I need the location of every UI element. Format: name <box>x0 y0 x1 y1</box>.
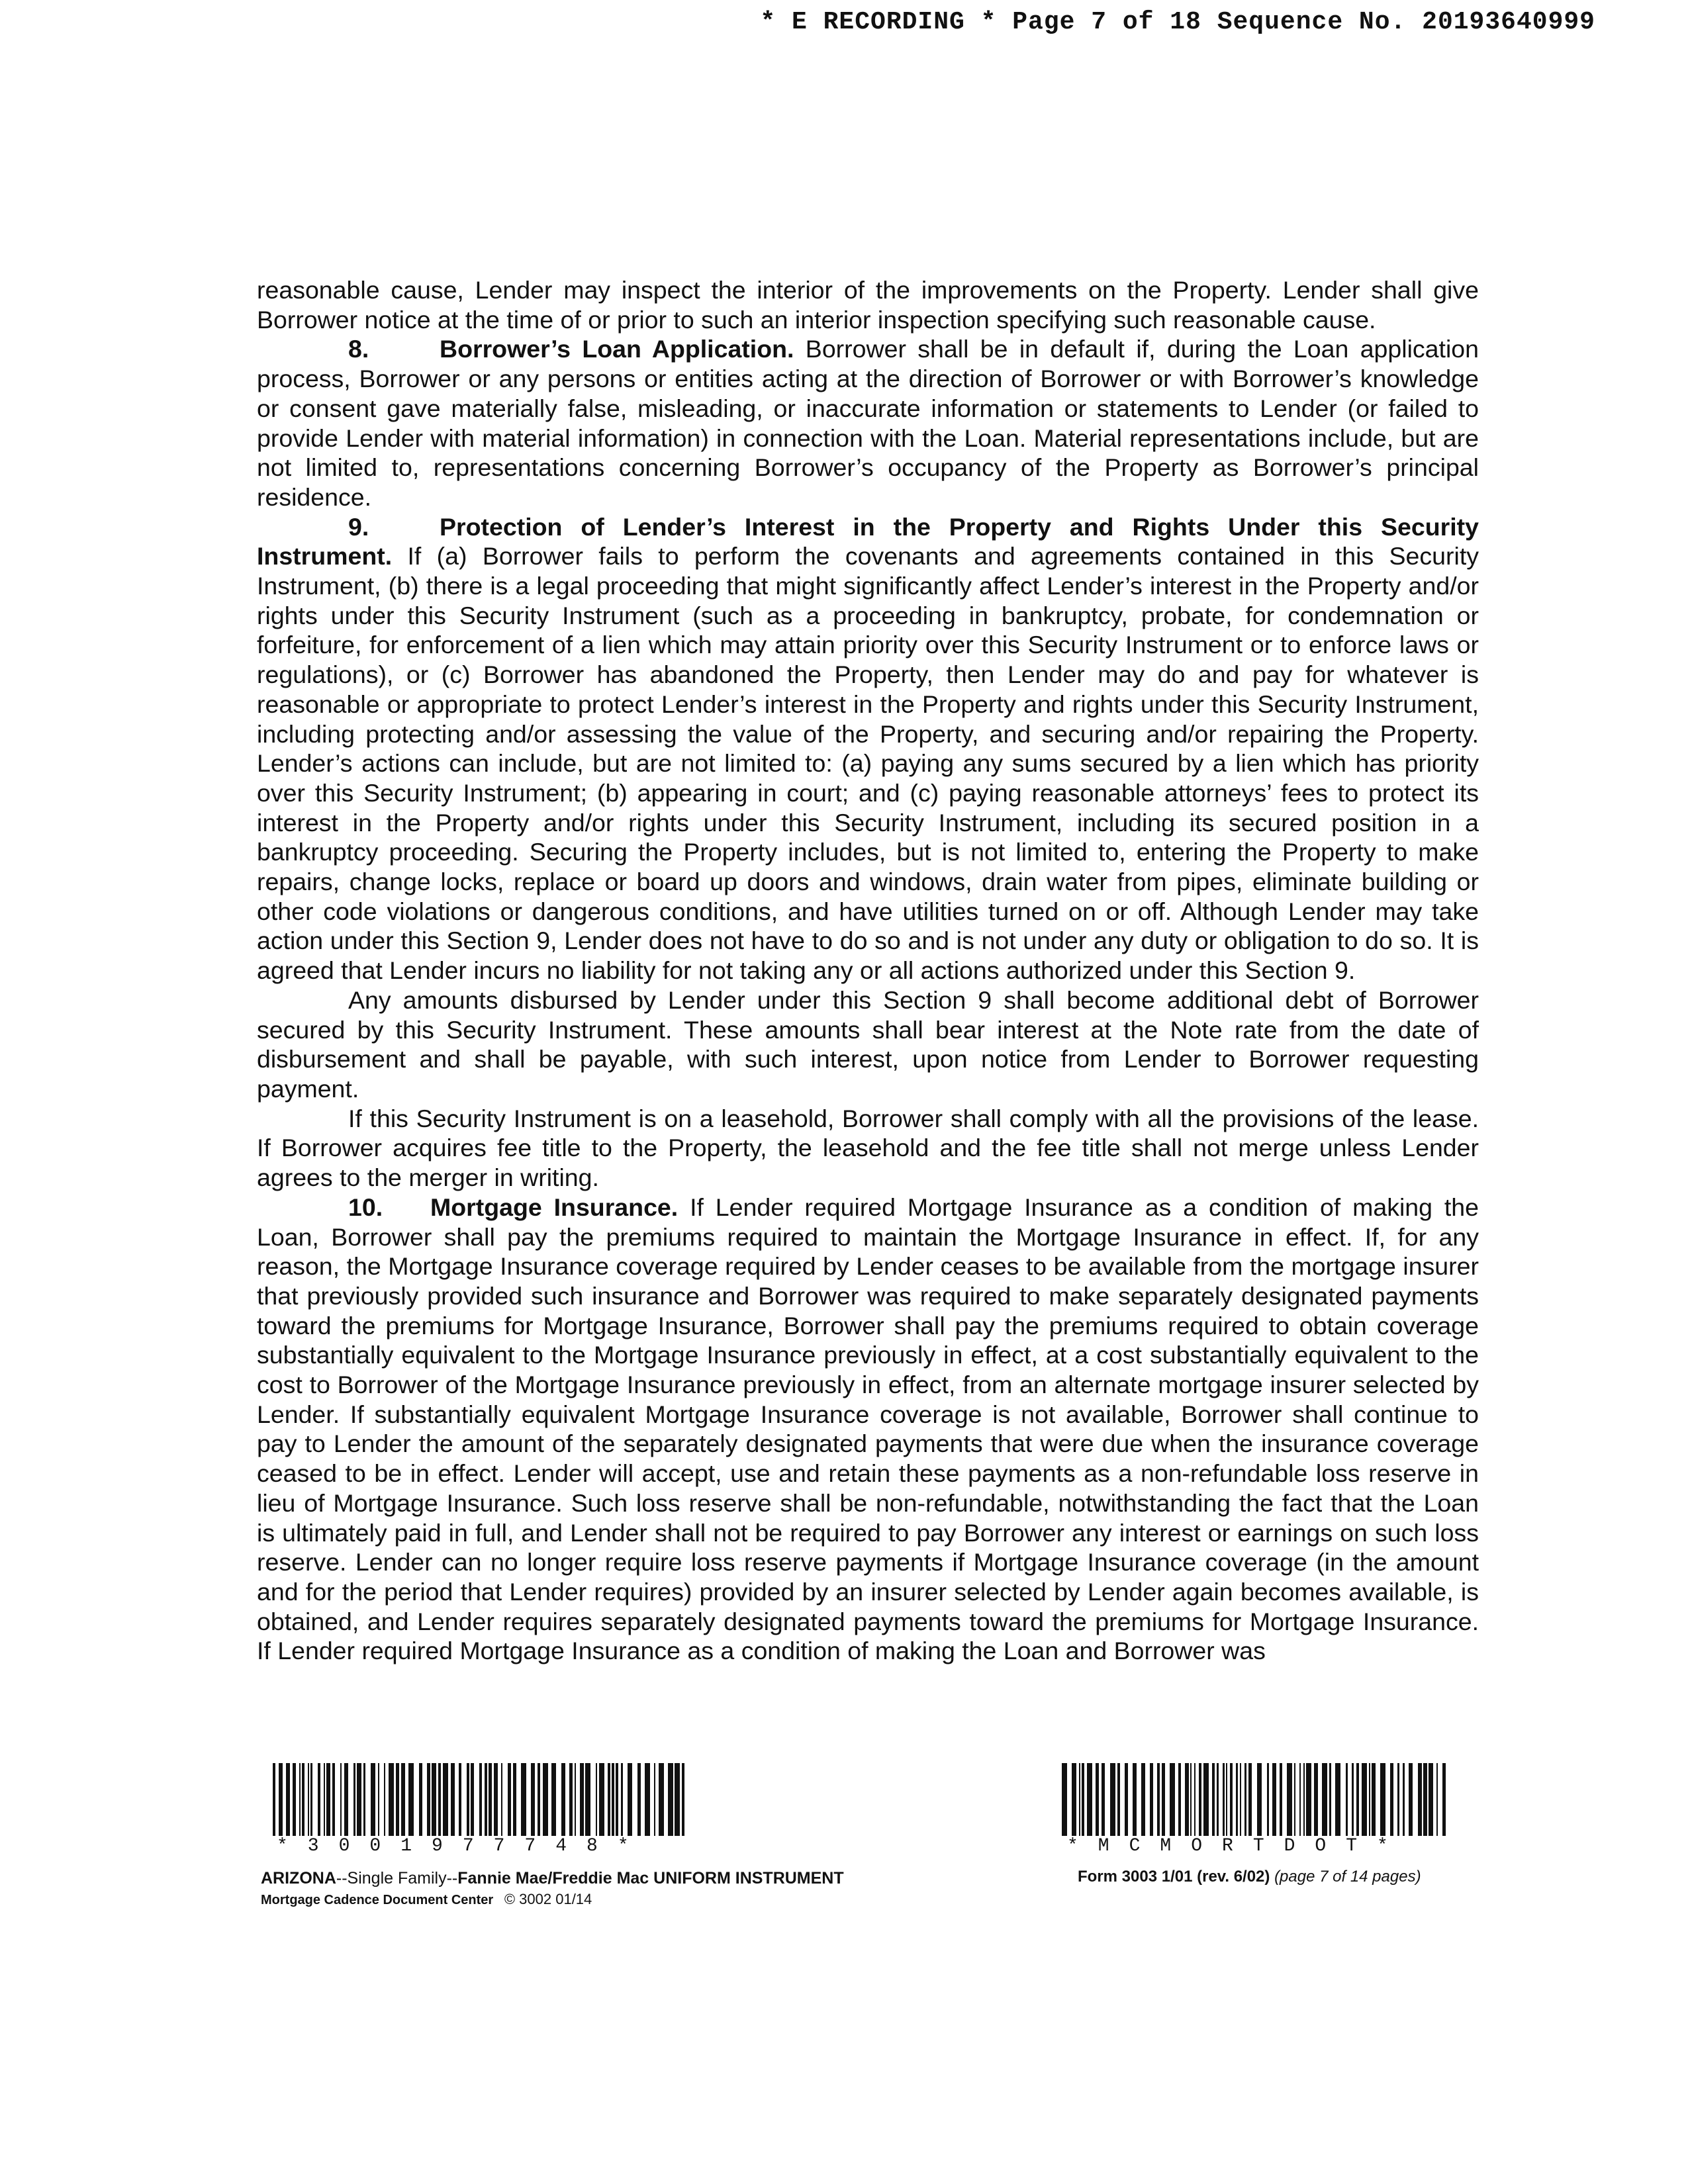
recording-header: * E RECORDING * Page 7 of 18 Sequence No. 20193640999 <box>760 8 1595 36</box>
section-10 <box>257 1193 1479 1666</box>
section-8 <box>257 334 1479 512</box>
section-heading: Mortgage Insurance. <box>430 1193 679 1221</box>
document-center: Mortgage Cadence Document Center <box>261 1893 494 1907</box>
section-number: 9. <box>348 512 369 541</box>
continued-paragraph: reasonable cause, Lender may inspect the interior of the improvements on the Property. Lender shall give Borrower notice at the time of or prior to such an interior inspection specifying such reasonable cause. <box>257 276 1479 334</box>
form-id: Form 3003 1/01 (rev. 6/02) <box>1078 1868 1270 1886</box>
section-heading: Borrower’s Loan Application. <box>440 335 794 363</box>
loan-barcode-text: *3001977748* <box>277 1836 649 1856</box>
form-barcode <box>1062 1763 1448 1836</box>
state-label: ARIZONA <box>261 1869 336 1888</box>
form-version: © 3002 01/14 <box>504 1891 592 1907</box>
section-text: If (a) Borrower fails to perform the covenants and agreements contained in this Security Instrument, (b) there is a legal proceeding that might significantly affect Lender’s interest in the Property and/or rights under this Security Instrument (such as a proceeding in bankruptcy, probate, for condemnation or forfeiture, for enforcement of a lien which may attain priority over this Security Instrument or to enforce laws or regulations), or (c) Borrower has abandoned the Property, then Lender may do and pay for whatever is reasonable or appropriate to protect Lender’s interest in the Property and rights under this Security Instrument, including protecting and/or assessing the value of the Property, and securing and/or repairing the Property. Lender’s actions can include, but are not limited to: (a) paying any sums secured by a lien which has priority over this Security Instrument; (b) appearing in court; and (c) paying reasonable attorneys’ fees to protect its interest in the Property and/or rights under this Security Instrument, including its secured position in a bankruptcy proceeding. Securing the Property includes, but is not limited to, entering the Property to make repairs, change locks, replace or board up doors and windows, drain water from pipes, eliminate building or other code violations or dangerous conditions, and have utilities turned on or off. Although Lender may take action under this Section 9, Lender does not have to do so and is not under any duty or obligation to do so. It is agreed that Lender incurs no liability for not taking any or all actions authorized under this Section 9. <box>257 542 1479 985</box>
instrument-label: Fannie Mae/Freddie Mac UNIFORM INSTRUMENT <box>457 1869 844 1888</box>
form-barcode-text: *MCMORTDOT* <box>1067 1836 1408 1856</box>
footer-form-number <box>1078 1868 1421 1886</box>
loan-barcode <box>273 1763 692 1836</box>
section-number: 10. <box>348 1193 383 1221</box>
section-heading: Protection of Lender’s Interest in the Property and Rights Under this Security Instrument. <box>257 512 1479 570</box>
section-text: Borrower shall be in default if, during the Loan application process, Borrower or any persons or entities acting at the direction of Borrower or with Borrower’s knowledge or consent gave materially false, misleading, or inaccurate information or statements to Lender (or failed to provide Lender with material information) in connection with the Loan. Material representations include, but are not limited to, representations concerning Borrower’s occupancy of the Property as Borrower’s principal residence. <box>257 335 1479 511</box>
page-count: (page 7 of 14 pages) <box>1274 1868 1421 1886</box>
property-type: --Single Family-- <box>336 1869 458 1888</box>
section-9-paragraph-2: Any amounts disbursed by Lender under this Section 9 shall become additional debt of Borrower secured by this Security Instrument. These amounts shall bear interest at the Note rate from the date of disbursement and shall be payable, with such interest, upon notice from Lender to Borrower requesting payment. <box>257 985 1479 1103</box>
section-text: If Lender required Mortgage Insurance as a condition of making the Loan, Borrower shall pay the premiums required to maintain the Mortgage Insurance in effect. If, for any reason, the Mortgage Insurance coverage required by Lender ceases to be available from the mortgage insurer that previously provided such insurance and Borrower was required to make separately designated payments toward the premiums for Mortgage Insurance, Borrower shall pay the premiums required to obtain coverage substantially equivalent to the Mortgage Insurance previously in effect, at a cost substantially equivalent to the cost to Borrower of the Mortgage Insurance previously in effect, from an alternate mortgage insurer selected by Lender. If substantially equivalent Mortgage Insurance coverage is not available, Borrower shall continue to pay to Lender the amount of the separately designated payments that were due when the insurance coverage ceased to be in effect. Lender will accept, use and retain these payments as a non-refundable loss reserve in lieu of Mortgage Insurance. Such loss reserve shall be non-refundable, notwithstanding the fact that the Loan is ultimately paid in full, and Lender shall not be required to pay Borrower any interest or earnings on such loss reserve. Lender can no longer require loss reserve payments if Mortgage Insurance coverage (in the amount and for the period that Lender requires) provided by an insurer selected by Lender again becomes available, is obtained, and Lender requires separately designated payments toward the premiums for Mortgage Insurance. If Lender required Mortgage Insurance as a condition of making the Loan and Borrower was <box>257 1193 1479 1665</box>
document-body <box>257 275 1479 1666</box>
section-9 <box>257 512 1479 985</box>
section-9-paragraph-3: If this Security Instrument is on a leasehold, Borrower shall comply with all the provisions of the lease. If Borrower acquires fee title to the Property, the leasehold and the fee title shall not merge unless Lender agrees to the merger in writing. <box>257 1104 1479 1192</box>
footer-form-title <box>261 1868 844 1911</box>
section-number: 8. <box>348 335 369 363</box>
